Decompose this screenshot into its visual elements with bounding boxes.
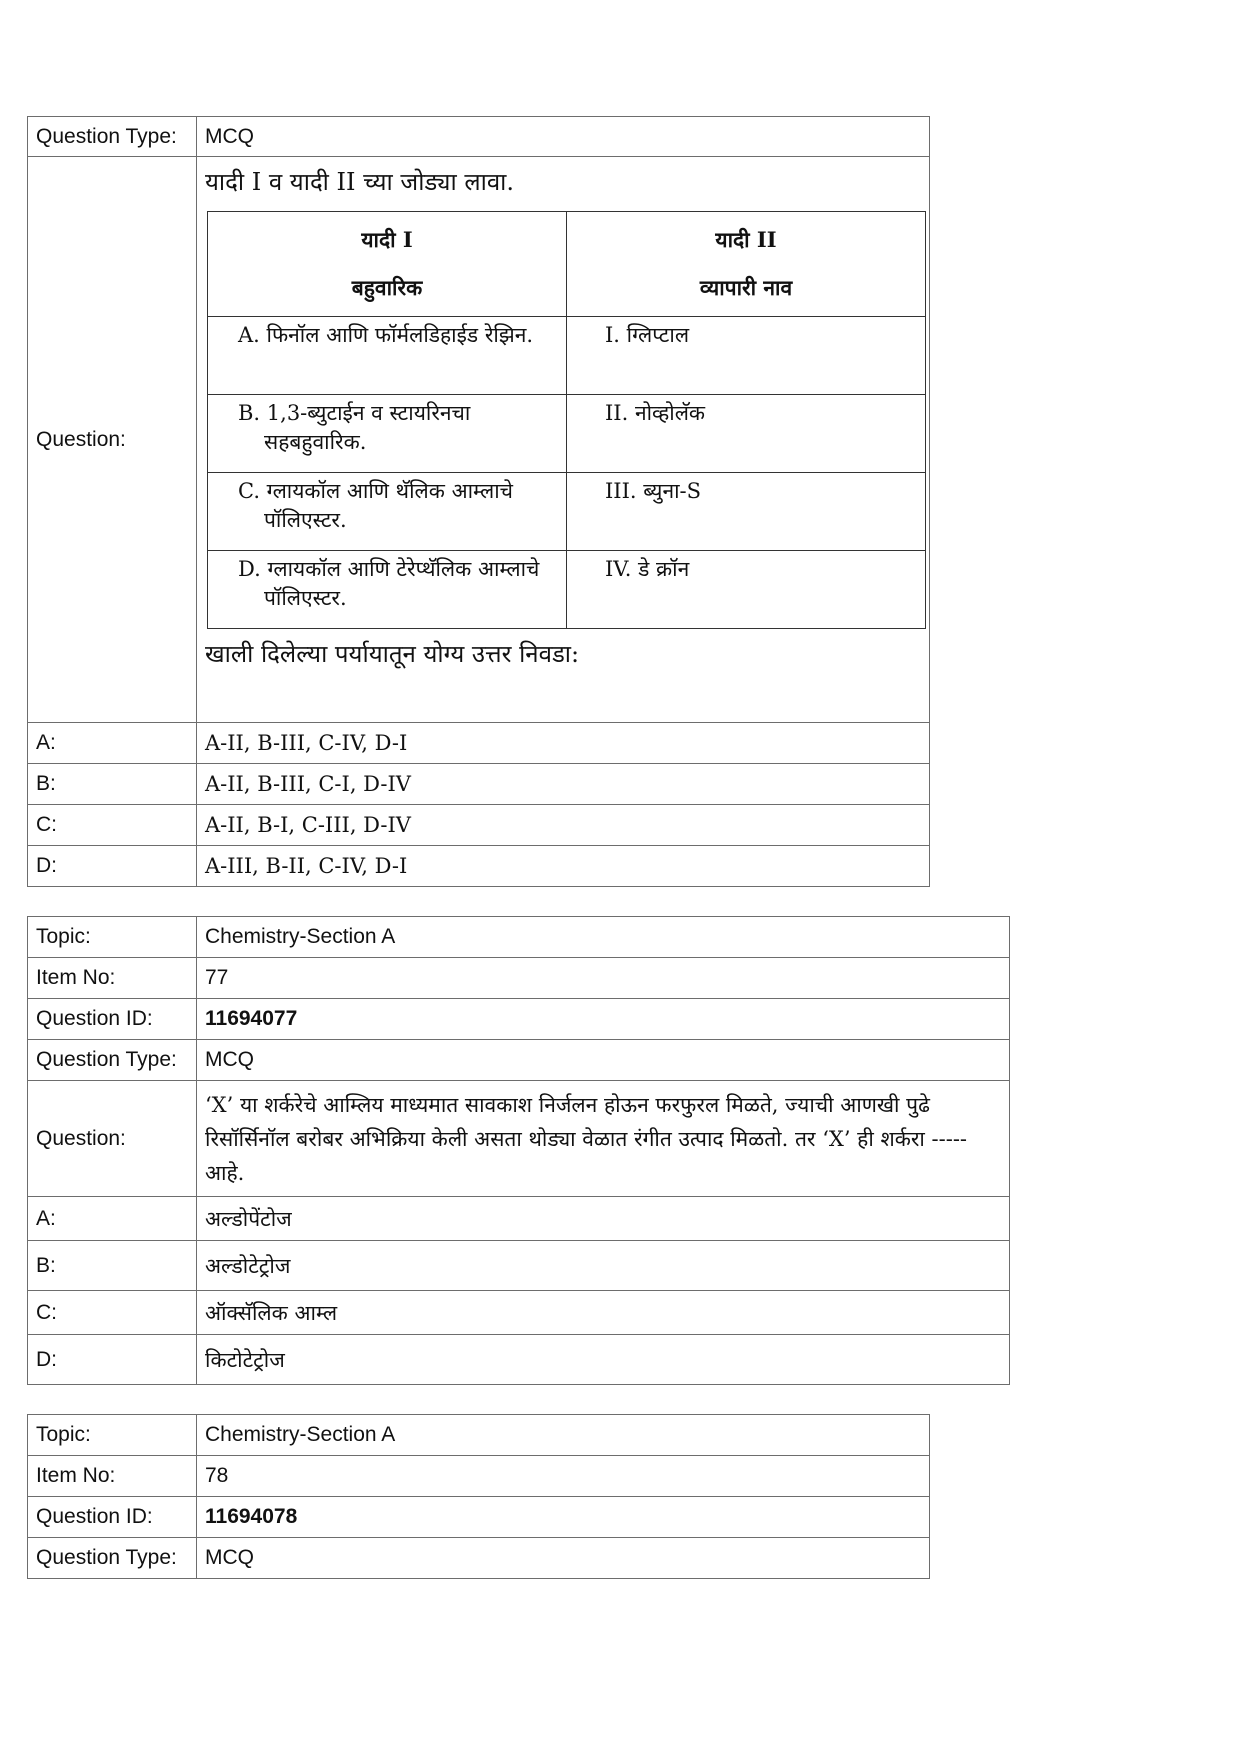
row-question-type (28, 1538, 930, 1579)
option-label-c: C: (28, 1291, 197, 1335)
question-content (197, 157, 930, 723)
option-row (28, 846, 930, 887)
option-row (28, 1241, 1010, 1291)
question-type-label: Question Type: (28, 1040, 197, 1081)
match-row (208, 395, 926, 473)
row-question (28, 1081, 1010, 1197)
item-no-label: Item No: (28, 958, 197, 999)
match-row (208, 317, 926, 395)
option-text-b: अल्डोटेट्रोज (197, 1241, 1010, 1291)
option-row (28, 723, 930, 764)
item-no-value: 77 (197, 958, 1010, 999)
option-row (28, 764, 930, 805)
row-question-id (28, 999, 1010, 1040)
option-text-c: ऑक्सॅलिक आम्ल (197, 1291, 1010, 1335)
topic-value: Chemistry-Section A (197, 917, 1010, 958)
option-label-a: A: (28, 1197, 197, 1241)
question-block-1 (27, 116, 930, 887)
row-topic (28, 917, 1010, 958)
option-label-d: D: (28, 1335, 197, 1385)
question-type-value: MCQ (197, 117, 930, 157)
match-right-i: I. ग्लिप्टाल (605, 323, 690, 347)
option-label-c: C: (28, 805, 197, 846)
row-item-no (28, 1456, 930, 1497)
list1-header: यादी I (361, 227, 413, 252)
option-label-b: B: (28, 764, 197, 805)
match-right-iv: IV. डे क्रॉन (605, 557, 690, 581)
option-row (28, 805, 930, 846)
match-left-a: A. फिनॉल आणि फॉर्मलडिहाईड रेझिन. (238, 323, 534, 347)
option-text-d: किटोटेट्रोज (197, 1335, 1010, 1385)
topic-label: Topic: (28, 1415, 197, 1456)
option-label-d: D: (28, 846, 197, 887)
list2-header-cell (567, 212, 926, 317)
option-row (28, 1291, 1010, 1335)
row-question-id (28, 1497, 930, 1538)
list2-subheader: व्यापारी नाव (699, 275, 793, 300)
question-id-label: Question ID: (28, 999, 197, 1040)
match-table-header (208, 212, 926, 317)
match-left-b: B. 1,3-ब्युटाईन व स्टायरिनचा सहबहुवारिक. (238, 401, 471, 454)
question-id-value: 11694078 (197, 1497, 930, 1538)
topic-label: Topic: (28, 917, 197, 958)
option-row (28, 1335, 1010, 1385)
question-type-label: Question Type: (28, 117, 197, 157)
list1-header-cell (208, 212, 567, 317)
option-row (28, 1197, 1010, 1241)
question-outro: खाली दिलेल्या पर्यायातून योग्य उत्तर निवडा: (205, 640, 580, 668)
question-type-label: Question Type: (28, 1538, 197, 1579)
question-label: Question: (28, 1081, 197, 1197)
match-row (208, 473, 926, 551)
list2-header: यादी II (715, 227, 777, 252)
question-intro: यादी I व यादी II च्या जोड्या लावा. (205, 168, 515, 196)
option-text-d: A-III, B-II, C-IV, D-I (197, 846, 930, 887)
match-left-d: D. ग्लायकॉल आणि टेरेप्थॅलिक आम्लाचे पॉलिएस्टर. (238, 557, 540, 610)
question-id-label: Question ID: (28, 1497, 197, 1538)
option-label-b: B: (28, 1241, 197, 1291)
item-no-value: 78 (197, 1456, 930, 1497)
row-topic (28, 1415, 930, 1456)
match-row (208, 551, 926, 629)
match-left-c: C. ग्लायकॉल आणि थॅलिक आम्लाचे पॉलिएस्टर. (238, 479, 513, 532)
option-label-a: A: (28, 723, 197, 764)
match-right-ii: II. नोव्होलॅक (605, 401, 706, 425)
option-text-a: A-II, B-III, C-IV, D-I (197, 723, 930, 764)
question-label: Question: (28, 157, 197, 723)
row-question-type (28, 1040, 1010, 1081)
option-text-b: A-II, B-III, C-I, D-IV (197, 764, 930, 805)
row-item-no (28, 958, 1010, 999)
option-text-a: अल्डोपेंटोज (197, 1197, 1010, 1241)
match-right-iii: III. ब्युना-S (605, 479, 702, 503)
option-text-c: A-II, B-I, C-III, D-IV (197, 805, 930, 846)
topic-value: Chemistry-Section A (197, 1415, 930, 1456)
question-block-2 (27, 916, 1010, 1385)
match-table (207, 211, 926, 629)
item-no-label: Item No: (28, 1456, 197, 1497)
row-question (28, 157, 930, 723)
row-question-type (28, 117, 930, 157)
question-block-3 (27, 1414, 930, 1579)
list1-subheader: बहुवारिक (351, 275, 423, 300)
question-id-value: 11694077 (197, 999, 1010, 1040)
question-type-value: MCQ (197, 1538, 930, 1579)
question-text: ‘X’ या शर्करेचे आम्लिय माध्यमात सावकाश निर्जलन होऊन फरफुरल मिळते, ज्याची आणखी पुढे रिसॉर्सिनॉल बरोबर अभिक्रिया केली असता थोड्या वेळात रंगीत उत्पाद मिळतो. तर ‘X’ ही शर्करा ----- आहे. (197, 1081, 1010, 1197)
question-type-value: MCQ (197, 1040, 1010, 1081)
